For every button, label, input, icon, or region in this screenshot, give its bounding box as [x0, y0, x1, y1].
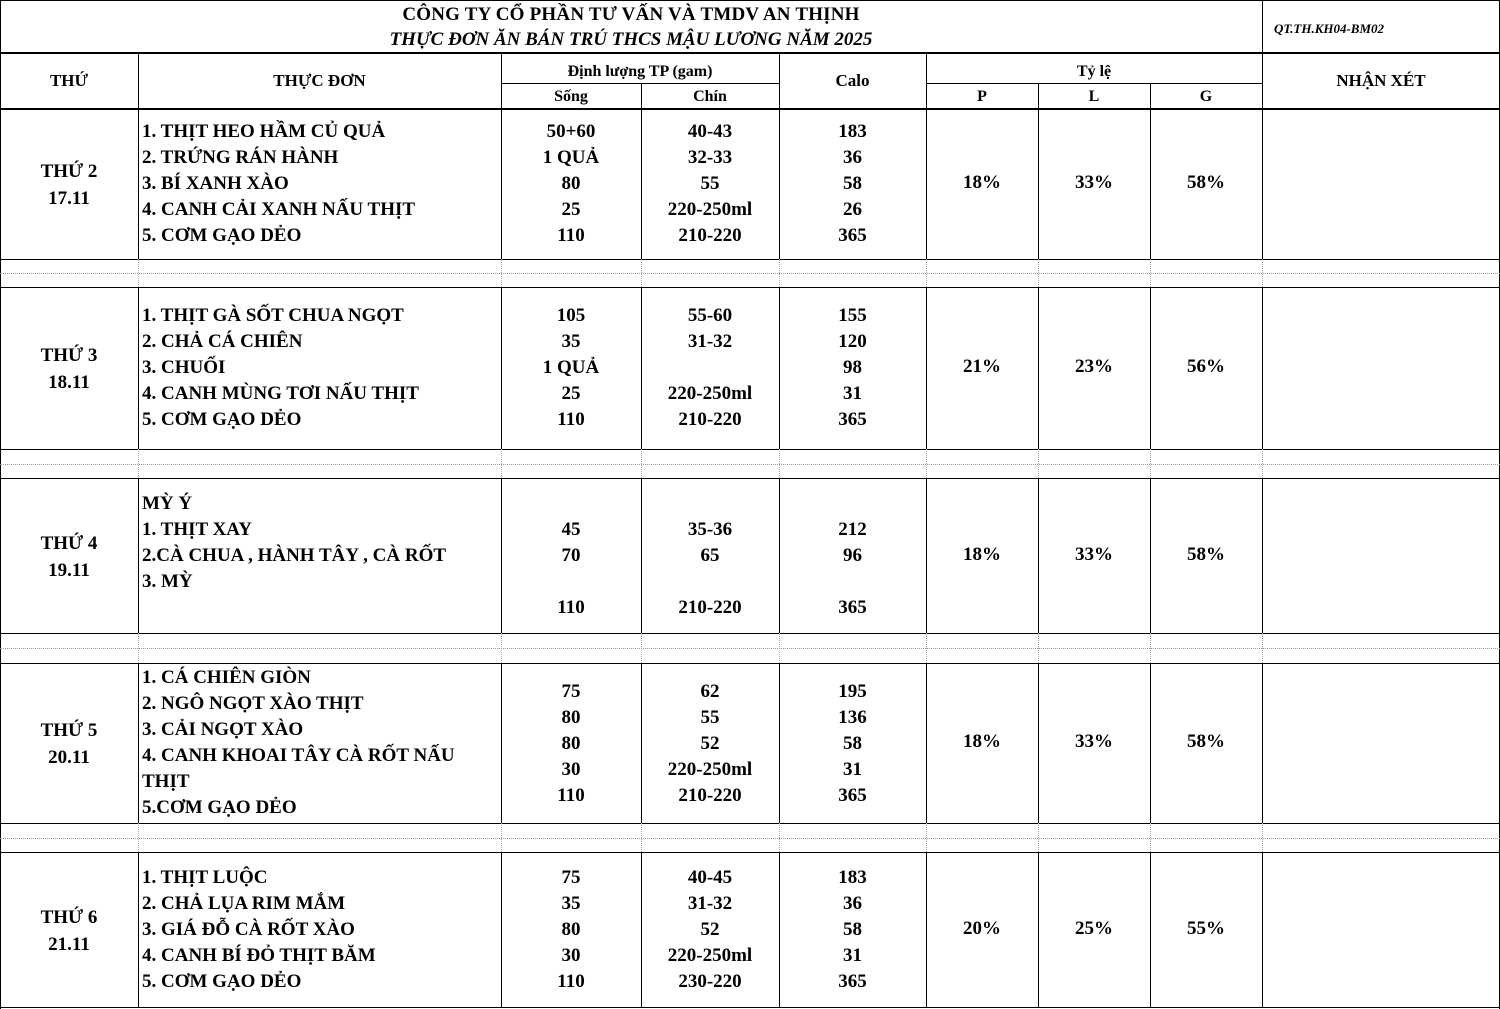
grid-line [1262, 478, 1263, 633]
raw-amount: 1 QUẢ [542, 147, 600, 168]
grid-line [779, 823, 780, 852]
menu-list [142, 865, 497, 995]
grid-line [926, 449, 927, 478]
grid-line [641, 287, 642, 449]
grid-line [0, 449, 1500, 450]
cooked-amount [641, 491, 779, 517]
cooked-amount: 31-32 [687, 331, 733, 352]
menu-item: 2. TRỨNG RÁN HÀNH [142, 147, 339, 168]
grid-line [926, 52, 927, 108]
grid-line [1262, 449, 1263, 478]
ratio-l: 33% [1075, 731, 1113, 752]
raw-amount: 80 [561, 733, 581, 754]
day-date: 19.11 [48, 560, 90, 581]
cooked-amount: 65 [700, 545, 720, 566]
grid-line [0, 287, 1500, 288]
grid-line [1262, 287, 1263, 449]
grid-line [1038, 287, 1039, 449]
cooked-amount: 55-60 [687, 305, 733, 326]
calo-value: 212 [838, 519, 867, 540]
menu-item: 1. THỊT LUỘC [142, 867, 268, 888]
grid-line [501, 852, 502, 1007]
ratio-p: 21% [963, 356, 1001, 377]
raw-amount: 110 [557, 785, 585, 806]
cooked-amount: 220-250ml [667, 383, 753, 404]
ratio-l: 33% [1075, 544, 1113, 565]
calo-value: 31 [843, 383, 862, 404]
cooked-amount-list [641, 119, 779, 249]
grid-line [1150, 852, 1151, 1007]
cooked-amount: 220-250ml [667, 945, 753, 966]
grid-line [1038, 83, 1039, 108]
grid-line [779, 852, 780, 1007]
day-label: THỨ 2 [40, 161, 98, 182]
grid-line [501, 83, 779, 84]
grid-line [501, 109, 502, 259]
grid-line [779, 449, 780, 478]
form-code: QT.TH.KH04-BM02 [1274, 21, 1385, 36]
raw-amount: 110 [557, 971, 585, 992]
calo-value: 365 [838, 785, 867, 806]
cooked-amount: 210-220 [678, 409, 742, 430]
day-cell [0, 530, 138, 584]
cooked-amount: 62 [700, 681, 720, 702]
menu-item: 5. CƠM GẠO DẺO [142, 971, 302, 992]
raw-amount-list [501, 119, 641, 249]
grid-line [1150, 633, 1151, 663]
grid-line [779, 109, 780, 259]
cooked-amount-list [641, 865, 779, 995]
cooked-amount: 220-250ml [667, 759, 753, 780]
grid-line [0, 0, 1500, 1]
grid-line [138, 478, 139, 633]
grid-line [0, 464, 1500, 465]
grid-line [138, 259, 139, 287]
raw-amount-list [501, 865, 641, 995]
menu-item [142, 595, 497, 621]
grid-line [1038, 449, 1039, 478]
grid-line [1038, 259, 1039, 287]
calo-value [779, 569, 926, 595]
calo-value: 98 [843, 357, 862, 378]
cooked-amount: 40-43 [687, 121, 733, 142]
menu-item: 2. CHẢ LỤA RIM MẮM [142, 893, 346, 914]
day-label: THỨ 4 [40, 533, 98, 554]
calo-value-list [779, 865, 926, 995]
grid-line [641, 823, 642, 852]
grid-line [501, 259, 502, 287]
ratio-g: 58% [1187, 172, 1225, 193]
calo-value: 36 [843, 893, 862, 914]
grid-line [779, 633, 780, 663]
grid-line [641, 633, 642, 663]
grid-line [641, 478, 642, 633]
ratio-l: 33% [1075, 172, 1113, 193]
day-date: 17.11 [48, 188, 90, 209]
menu-item: 1. CÁ CHIÊN GIÒN [142, 667, 311, 688]
grid-line [1262, 633, 1263, 663]
calo-value: 31 [843, 759, 862, 780]
raw-amount: 75 [561, 681, 581, 702]
calo-value: 58 [843, 173, 862, 194]
title-block [0, 0, 1262, 52]
raw-amount: 35 [561, 893, 581, 914]
raw-amount: 25 [561, 199, 581, 220]
calo-value-list [779, 119, 926, 249]
cooked-amount [641, 569, 779, 595]
col-header-ratio: Tỷ lệ [1076, 63, 1112, 80]
cooked-amount: 55 [700, 173, 720, 194]
grid-line [926, 663, 927, 823]
raw-amount: 80 [561, 707, 581, 728]
raw-amount: 80 [561, 173, 581, 194]
grid-line [1038, 478, 1039, 633]
raw-amount: 1 QUẢ [542, 357, 600, 378]
col-header-menu: THỰC ĐƠN [273, 71, 366, 90]
grid-line [1150, 449, 1151, 478]
raw-amount: 80 [561, 919, 581, 940]
grid-line [641, 852, 642, 1007]
grid-line [0, 663, 1500, 664]
raw-amount: 30 [561, 945, 581, 966]
cooked-amount: 32-33 [687, 147, 733, 168]
col-header-day: THỨ [49, 71, 89, 90]
grid-line [926, 852, 927, 1007]
calo-value-list [779, 491, 926, 621]
grid-line [1038, 109, 1039, 259]
cooked-amount [641, 355, 779, 381]
grid-line [641, 259, 642, 287]
cooked-amount: 31-32 [687, 893, 733, 914]
raw-amount-list [501, 679, 641, 809]
day-date: 18.11 [48, 372, 90, 393]
calo-value: 365 [838, 225, 867, 246]
grid-line [0, 52, 1500, 54]
grid-line [138, 852, 139, 1007]
menu-item: 4. CANH BÍ ĐỎ THỊT BĂM [142, 945, 376, 966]
col-header-l: L [1088, 88, 1100, 105]
calo-value: 155 [838, 305, 867, 326]
grid-line [926, 633, 927, 663]
grid-line [1262, 823, 1263, 852]
day-cell [0, 342, 138, 396]
grid-line [1262, 109, 1263, 259]
menu-item: 3. CHUỐI [142, 357, 226, 378]
grid-line [926, 259, 927, 287]
menu-item: 1. THỊT XAY [142, 519, 253, 540]
ratio-p: 20% [963, 918, 1001, 939]
grid-line [501, 823, 502, 852]
calo-value: 58 [843, 733, 862, 754]
menu-item: 4. CANH CẢI XANH NẤU THỊT [142, 199, 416, 220]
grid-line [0, 633, 1500, 634]
grid-line [138, 823, 139, 852]
calo-value: 58 [843, 919, 862, 940]
raw-amount-list [501, 491, 641, 621]
calo-value: 365 [838, 971, 867, 992]
menu-list [142, 491, 497, 621]
raw-amount: 110 [557, 225, 585, 246]
grid-line [0, 852, 1500, 853]
grid-line [501, 663, 502, 823]
raw-amount [501, 491, 641, 517]
menu-item: 4. CANH MÙNG TƠI NẤU THỊT [142, 383, 419, 404]
cooked-amount: 55 [700, 707, 720, 728]
menu-item: 5. CƠM GẠO DẺO [142, 225, 302, 246]
grid-line [0, 648, 1500, 649]
col-header-p: P [977, 88, 987, 105]
raw-amount: 30 [561, 759, 581, 780]
cooked-amount: 35-36 [687, 519, 733, 540]
menu-list [142, 119, 497, 249]
ratio-g: 56% [1187, 356, 1225, 377]
grid-line [779, 287, 780, 449]
grid-line [138, 109, 139, 259]
ratio-g: 58% [1187, 731, 1225, 752]
cooked-amount: 210-220 [678, 597, 742, 618]
day-cell [0, 717, 138, 771]
calo-value: 26 [843, 199, 862, 220]
grid-line [501, 449, 502, 478]
grid-line [138, 52, 139, 108]
grid-line [138, 663, 139, 823]
day-cell [0, 158, 138, 212]
grid-line [779, 663, 780, 823]
grid-line [0, 0, 1, 1009]
grid-line [1150, 823, 1151, 852]
raw-amount: 70 [561, 545, 581, 566]
form-code-block [1262, 0, 1500, 52]
grid-line [1262, 852, 1263, 1007]
calo-value: 31 [843, 945, 862, 966]
cooked-amount: 220-250ml [667, 199, 753, 220]
menu-list [142, 665, 497, 821]
cooked-amount-list [641, 491, 779, 621]
day-label: THỨ 5 [40, 720, 98, 741]
grid-line [0, 838, 1500, 839]
raw-amount: 105 [556, 305, 586, 326]
grid-line [926, 823, 927, 852]
grid-line [926, 109, 927, 259]
col-header-amount: Định lượng TP (gam) [567, 63, 713, 80]
grid-line [0, 478, 1500, 479]
raw-amount: 25 [561, 383, 581, 404]
grid-line [501, 52, 502, 108]
raw-amount: 45 [561, 519, 581, 540]
raw-amount [501, 569, 641, 595]
grid-line [1150, 287, 1151, 449]
menu-item: 1. THỊT GÀ SỐT CHUA NGỌT [142, 305, 404, 326]
grid-line [779, 52, 780, 108]
calo-value: 36 [843, 147, 862, 168]
grid-line [779, 259, 780, 287]
grid-line [1262, 52, 1263, 108]
ratio-l: 23% [1075, 356, 1113, 377]
grid-line [138, 633, 139, 663]
menu-item: 3. BÍ XANH XÀO [142, 173, 289, 194]
cooked-amount: 210-220 [678, 225, 742, 246]
menu-item: 3. GIÁ ĐỖ CÀ RỐT XÀO [142, 919, 355, 940]
raw-amount: 75 [561, 867, 581, 888]
calo-value: 183 [838, 121, 867, 142]
calo-value-list [779, 679, 926, 809]
ratio-g: 55% [1187, 918, 1225, 939]
sheet-title: THỰC ĐƠN ĂN BÁN TRÚ THCS MẬU LƯƠNG NĂM 2025 [389, 29, 873, 50]
grid-line [1150, 83, 1151, 108]
grid-line [0, 259, 1500, 260]
col-header-g: G [1199, 88, 1213, 105]
menu-item: 3. CẢI NGỌT XÀO [142, 719, 304, 740]
grid-line [501, 478, 502, 633]
col-header-note: NHẬN XÉT [1336, 71, 1426, 90]
raw-amount: 35 [561, 331, 581, 352]
menu-item: 5. CƠM GẠO DẺO [142, 409, 302, 430]
calo-value [779, 491, 926, 517]
menu-item: 2. NGÔ NGỌT XÀO THỊT [142, 693, 364, 714]
raw-amount: 50+60 [546, 121, 596, 142]
calo-value: 120 [838, 331, 867, 352]
col-header-calo: Calo [835, 71, 870, 90]
grid-line [641, 109, 642, 259]
calo-value-list [779, 303, 926, 433]
grid-line [1038, 663, 1039, 823]
grid-line [779, 478, 780, 633]
grid-line [1150, 259, 1151, 287]
grid-line [1150, 663, 1151, 823]
menu-item: 4. CANH KHOAI TÂY CÀ RỐT NẤU [142, 745, 455, 766]
menu-item: 2. CHẢ CÁ CHIÊN [142, 331, 303, 352]
day-label: THỨ 6 [40, 907, 98, 928]
cooked-amount: 52 [700, 733, 720, 754]
calo-value: 136 [838, 707, 867, 728]
grid-line [501, 633, 502, 663]
cooked-amount: 230-220 [678, 971, 742, 992]
ratio-g: 58% [1187, 544, 1225, 565]
grid-line [1038, 823, 1039, 852]
grid-line [138, 449, 139, 478]
grid-line [641, 83, 642, 108]
day-cell [0, 904, 138, 958]
grid-line [1262, 259, 1263, 287]
grid-line [926, 83, 1262, 84]
menu-item: 5.CƠM GẠO DẺO [142, 797, 297, 818]
ratio-p: 18% [963, 544, 1001, 565]
day-date: 20.11 [48, 747, 90, 768]
menu-item: THỊT [142, 771, 190, 792]
ratio-l: 25% [1075, 918, 1113, 939]
ratio-p: 18% [963, 172, 1001, 193]
menu-item: 1. THỊT HEO HẦM CỦ QUẢ [142, 121, 386, 142]
grid-line [0, 273, 1500, 274]
grid-line [1038, 633, 1039, 663]
menu-item: 2.CÀ CHUA , HÀNH TÂY , CÀ RỐT [142, 545, 447, 566]
cooked-amount: 52 [700, 919, 720, 940]
day-label: THỨ 3 [40, 345, 98, 366]
grid-line [0, 108, 1500, 110]
day-date: 21.11 [48, 934, 90, 955]
calo-value: 365 [838, 409, 867, 430]
grid-line [0, 823, 1500, 824]
calo-value: 365 [838, 597, 867, 618]
cooked-amount-list [641, 679, 779, 809]
grid-line [926, 287, 927, 449]
col-header-raw: Sống [554, 88, 588, 105]
grid-line [641, 663, 642, 823]
raw-amount-list [501, 303, 641, 433]
calo-value: 195 [838, 681, 867, 702]
menu-item: MỲ Ý [142, 493, 193, 514]
menu-list [142, 303, 497, 433]
grid-line [138, 287, 139, 449]
grid-line [501, 287, 502, 449]
ratio-p: 18% [963, 731, 1001, 752]
raw-amount: 110 [557, 409, 585, 430]
calo-value: 96 [843, 545, 862, 566]
calo-value: 183 [838, 867, 867, 888]
company-name: CÔNG TY CỔ PHẦN TƯ VẤN VÀ TMDV AN THỊNH [402, 4, 860, 25]
col-header-cooked: Chín [693, 88, 727, 105]
grid-line [1262, 663, 1263, 823]
cooked-amount-list [641, 303, 779, 433]
grid-line [641, 449, 642, 478]
menu-item: 3. MỲ [142, 571, 193, 592]
raw-amount: 110 [557, 597, 585, 618]
grid-line [0, 1007, 1500, 1008]
cooked-amount: 210-220 [678, 785, 742, 806]
grid-line [926, 478, 927, 633]
grid-line [1038, 852, 1039, 1007]
grid-line [1150, 109, 1151, 259]
cooked-amount: 40-45 [687, 867, 733, 888]
grid-line [1150, 478, 1151, 633]
